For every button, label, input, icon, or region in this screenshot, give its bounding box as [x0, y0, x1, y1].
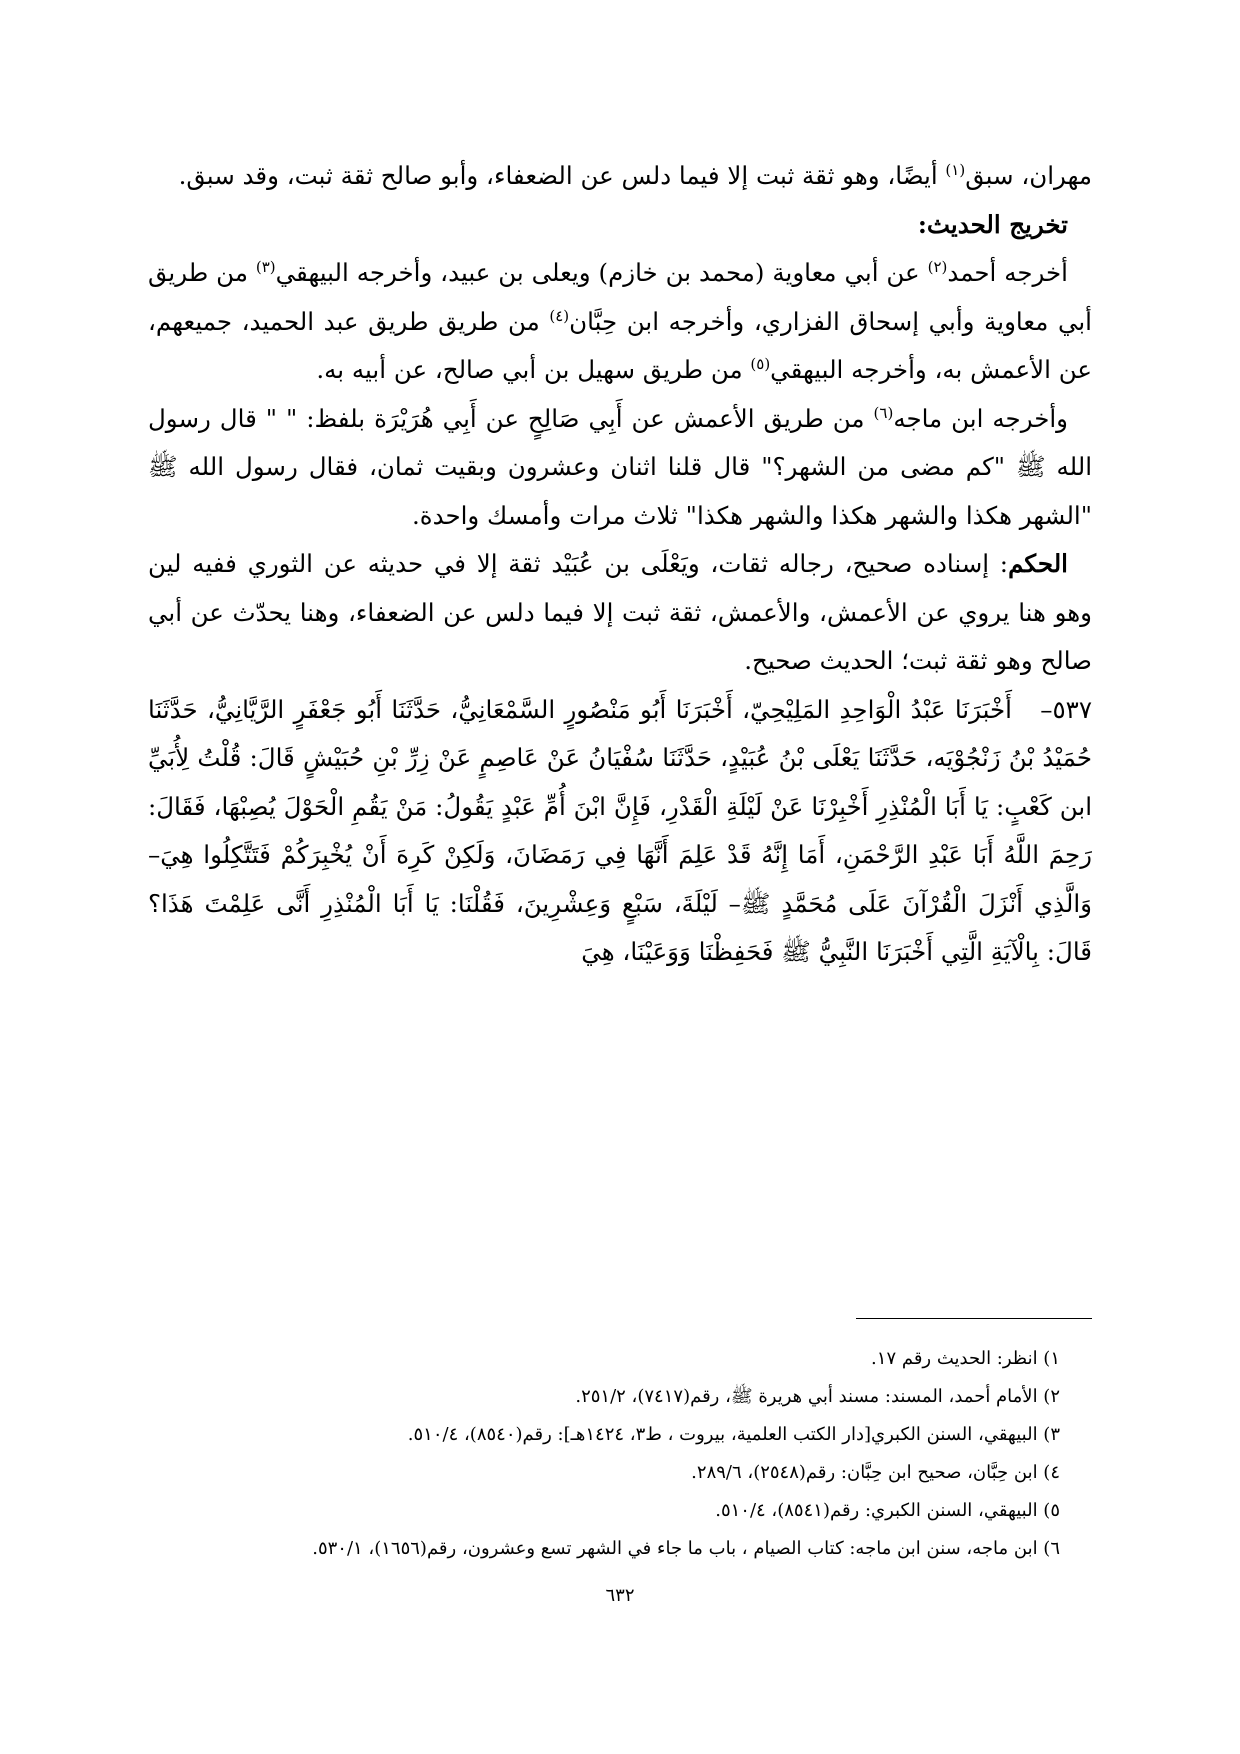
- paragraph-ruling: [148, 540, 1092, 686]
- hadith-number: ٥٣٧–: [1040, 694, 1092, 724]
- text-run: أيضًا، وهو ثقة ثبت إلا فيما دلس عن الضعفاء، وأبو صالح ثقة ثبت، وقد سبق.: [178, 161, 946, 190]
- main-text: [148, 152, 1092, 977]
- text-run: عن أبي معاوية (محمد بن خازم) ويعلى بن عبيد، وأخرجه البيهقي: [275, 258, 928, 287]
- footnote: ٥) البيهقي، السنن الكبري: رقم(٨٥٤١)، ٥١٠/٤.: [715, 1500, 1060, 1521]
- footnote: ٤) ابن حِبَّان، صحيح ابن حِبَّان: رقم(٢٥٤٨)، ٢٨٩/٦.: [691, 1462, 1060, 1483]
- section-heading: تخريج الحديث:: [917, 209, 1068, 239]
- footnote: ٢) الأمام أحمد، المسند: مسند أبي هريرة ﷺ، رقم(٧٤١٧)، ٢٥١/٢.: [575, 1386, 1060, 1407]
- paragraph-narrators: [148, 152, 1092, 201]
- page-number: ٦٣٢: [605, 1585, 635, 1606]
- footnote: ٣) البيهقي، السنن الكبري[دار الكتب العلمية، بيروت ، ط٣، ١٤٢٤هـ]: رقم(٨٥٤٠)، ٥١٠/٤.: [407, 1424, 1060, 1445]
- ruling-label: الحكم: [1008, 549, 1068, 578]
- footnotes: [148, 1340, 1060, 1568]
- text-run: وأخرجه ابن ماجه: [893, 403, 1068, 433]
- text-run: من طريق سهيل بن أبي صالح، عن أبيه به.: [316, 355, 751, 384]
- text-run: أخرجه أحمد: [947, 258, 1068, 287]
- footnote-ref: (٥): [750, 355, 771, 373]
- text-run: من طريق طريق عبد الحميد، جميعهم، عن الأعمش به، وأخرجه البيهقي: [148, 306, 1092, 384]
- text-run: من طريق أبي معاوية وأبي إسحاق الفزاري، وأخرجه ابن حِبَّان: [148, 258, 1092, 336]
- text-run: من طريق الأعمش عن أَبِي صَالِحٍ عن أَبِي هُرَيْرَة بلفظ: " " قال رسول الله ﷺ "كم مضى من الشهر؟" قال قلنا اثنان وعشرون وبقيت ثمان، فقال رسول الله ﷺ "الشهر هكذا والشهر هكذا والشهر هكذا" ثلاث مرات وأمسك واحدة.: [148, 403, 1092, 530]
- paragraph-takhrij: [148, 249, 1092, 395]
- text-run: : إسناده صحيح، رجاله ثقات، ويَعْلَى بن عُبَيْد ثقة إلا في حديثه عن الثوري ففيه لين وهو هنا يروي عن الأعمش، والأعمش، ثقة ثبت إلا فيما دلس عن الضعفاء، وهنا يحدّث عن أبي صالح وهو ثقة ثبت؛ الحديث صحيح.: [148, 549, 1092, 675]
- footnote-ref: (٦): [873, 403, 894, 422]
- footnote: ٦) ابن ماجه، سنن ابن ماجه: كتاب الصيام ، باب ما جاء في الشهر تسع وعشرون، رقم(١٦٥٦)، ٥٣٠/١.: [312, 1538, 1060, 1559]
- footnote-ref: (١): [945, 161, 966, 179]
- paragraph-ibn-majah: [148, 395, 1092, 541]
- footnote-divider: [856, 1318, 1092, 1319]
- footnote: ١) انظر: الحديث رقم ١٧.: [871, 1348, 1060, 1369]
- footnote-ref: (٣): [255, 258, 276, 276]
- footnote-ref: (٢): [927, 258, 948, 276]
- text-run: مهران، سبق: [965, 161, 1092, 190]
- paragraph-hadith: [148, 686, 1092, 977]
- footnote-ref: (٤): [549, 306, 570, 325]
- hadith-text: أَخْبَرَنَا عَبْدُ الْوَاحِدِ المَلِيْحِيّ، أَخْبَرَنَا أَبُو مَنْصُورٍ السَّمْعَانِيُّ، حَدَّثَنَا أَبُو جَعْفَرٍ الرَّيَّانِيُّ، حَدَّثَنَا حُمَيْدُ بْنُ زَنْجُوْيَه، حَدَّثَنَا يَعْلَى بْنُ عُبَيْدٍ، حَدَّثَنَا سُفْيَانُ عَنْ عَاصِمٍ عَنْ زِرِّ بْنِ حُبَيْشٍ قَالَ: قُلْتُ لِأُبَيِّ ابن كَعْبٍ: يَا أَبَا الْمُنْذِرِ أَخْبِرْنَا عَنْ لَيْلَةِ الْقَدْرِ، فَإِنَّ ابْنَ أُمِّ عَبْدٍ يَقُولُ: مَنْ يَقُمِ الْحَوْلَ يُصِبْهَا، فَقَالَ: رَحِمَ اللَّهُ أَبَا عَبْدِ الرَّحْمَنِ، أَمَا إِنَّهُ قَدْ عَلِمَ أَنَّهَا فِي رَمَضَانَ، وَلَكِنْ كَرِهَ أَنْ يُخْبِرَكُمْ فَتَتَّكِلُوا هِيَ– وَالَّذِي أَنْزَلَ الْقُرْآنَ عَلَى مُحَمَّدٍ ﷺ– لَيْلَةَ، سَبْعٍ وَعِشْرِينَ، فَقُلْنَا: يَا أَبَا الْمُنْذِرِ أَنَّى عَلِمْتَ هَذَا؟ قَالَ: بِالْآيَةِ الَّتِي أَخْبَرَنَا النَّبِيُّ ﷺ فَحَفِظْنَا وَوَعَيْنَا، هِيَ: [148, 694, 1092, 966]
